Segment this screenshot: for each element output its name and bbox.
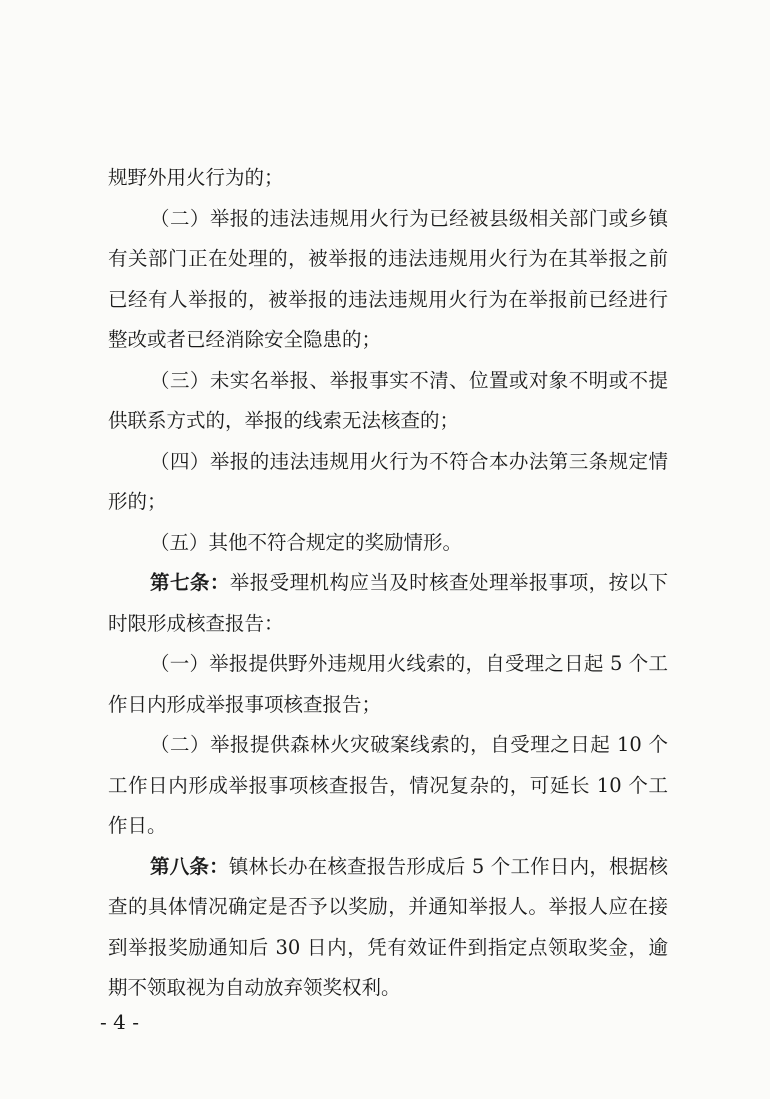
- text-line: 作日内形成举报事项核查报告；: [108, 692, 382, 716]
- text-line: （三）未实名举报、举报事实不清、位置或对象不明或不提: [150, 368, 668, 392]
- article-7-line: [108, 563, 668, 604]
- document-body: [108, 158, 668, 1009]
- text-line: 供联系方式的，举报的线索无法核查的；: [108, 409, 460, 432]
- text-line: 工作日内形成举报事项核查报告，情况复杂的，可延长 10 个工: [108, 773, 668, 797]
- text-line: 到举报奖励通知后 30 日内，凭有效证件到指定点领取奖金，逾: [108, 935, 668, 959]
- text-line: 作日。: [108, 814, 167, 837]
- text-line: （二）举报提供森林火灾破案线索的，自受理之日起 10 个: [150, 733, 668, 756]
- text-line: 已经有人举报的，被举报的违法违规用火行为在举报前已经进行: [108, 287, 668, 311]
- text-line: 查的具体情况确定是否予以奖励，并通知举报人。举报人应在接: [108, 895, 668, 918]
- text-line: 规野外用火行为的；: [108, 166, 284, 189]
- article-7-text: 举报受理机构应当及时核查处理举报事项，按以下: [229, 571, 668, 594]
- article-8-text: 镇林长办在核查报告形成后 5 个工作日内，根据核: [228, 854, 668, 878]
- text-line: （四）举报的违法违规用火行为不符合本办法第三条规定情: [150, 449, 668, 473]
- text-line: （二）举报的违法违规用火行为已经被县级相关部门或乡镇: [150, 206, 668, 230]
- article-7-heading: 第七条：: [150, 571, 230, 594]
- article-8-line: [108, 847, 668, 888]
- text-line: 形的；: [108, 490, 167, 513]
- page-number: - 4 -: [100, 1010, 139, 1034]
- article-8-heading: 第八条：: [150, 854, 229, 878]
- text-line: 时限形成核查报告：: [108, 611, 284, 635]
- text-line: 有关部门正在处理的，被举报的违法违规用火行为在其举报之前: [108, 247, 668, 270]
- text-line: （一）举报提供野外违规用火线索的，自受理之日起 5 个工: [150, 652, 668, 675]
- text-line: 期不领取视为自动放弃领奖权利。: [108, 976, 401, 999]
- text-line: 整改或者已经消除安全隐患的；: [108, 328, 382, 351]
- text-line: （五）其他不符合规定的奖励情形。: [150, 530, 463, 554]
